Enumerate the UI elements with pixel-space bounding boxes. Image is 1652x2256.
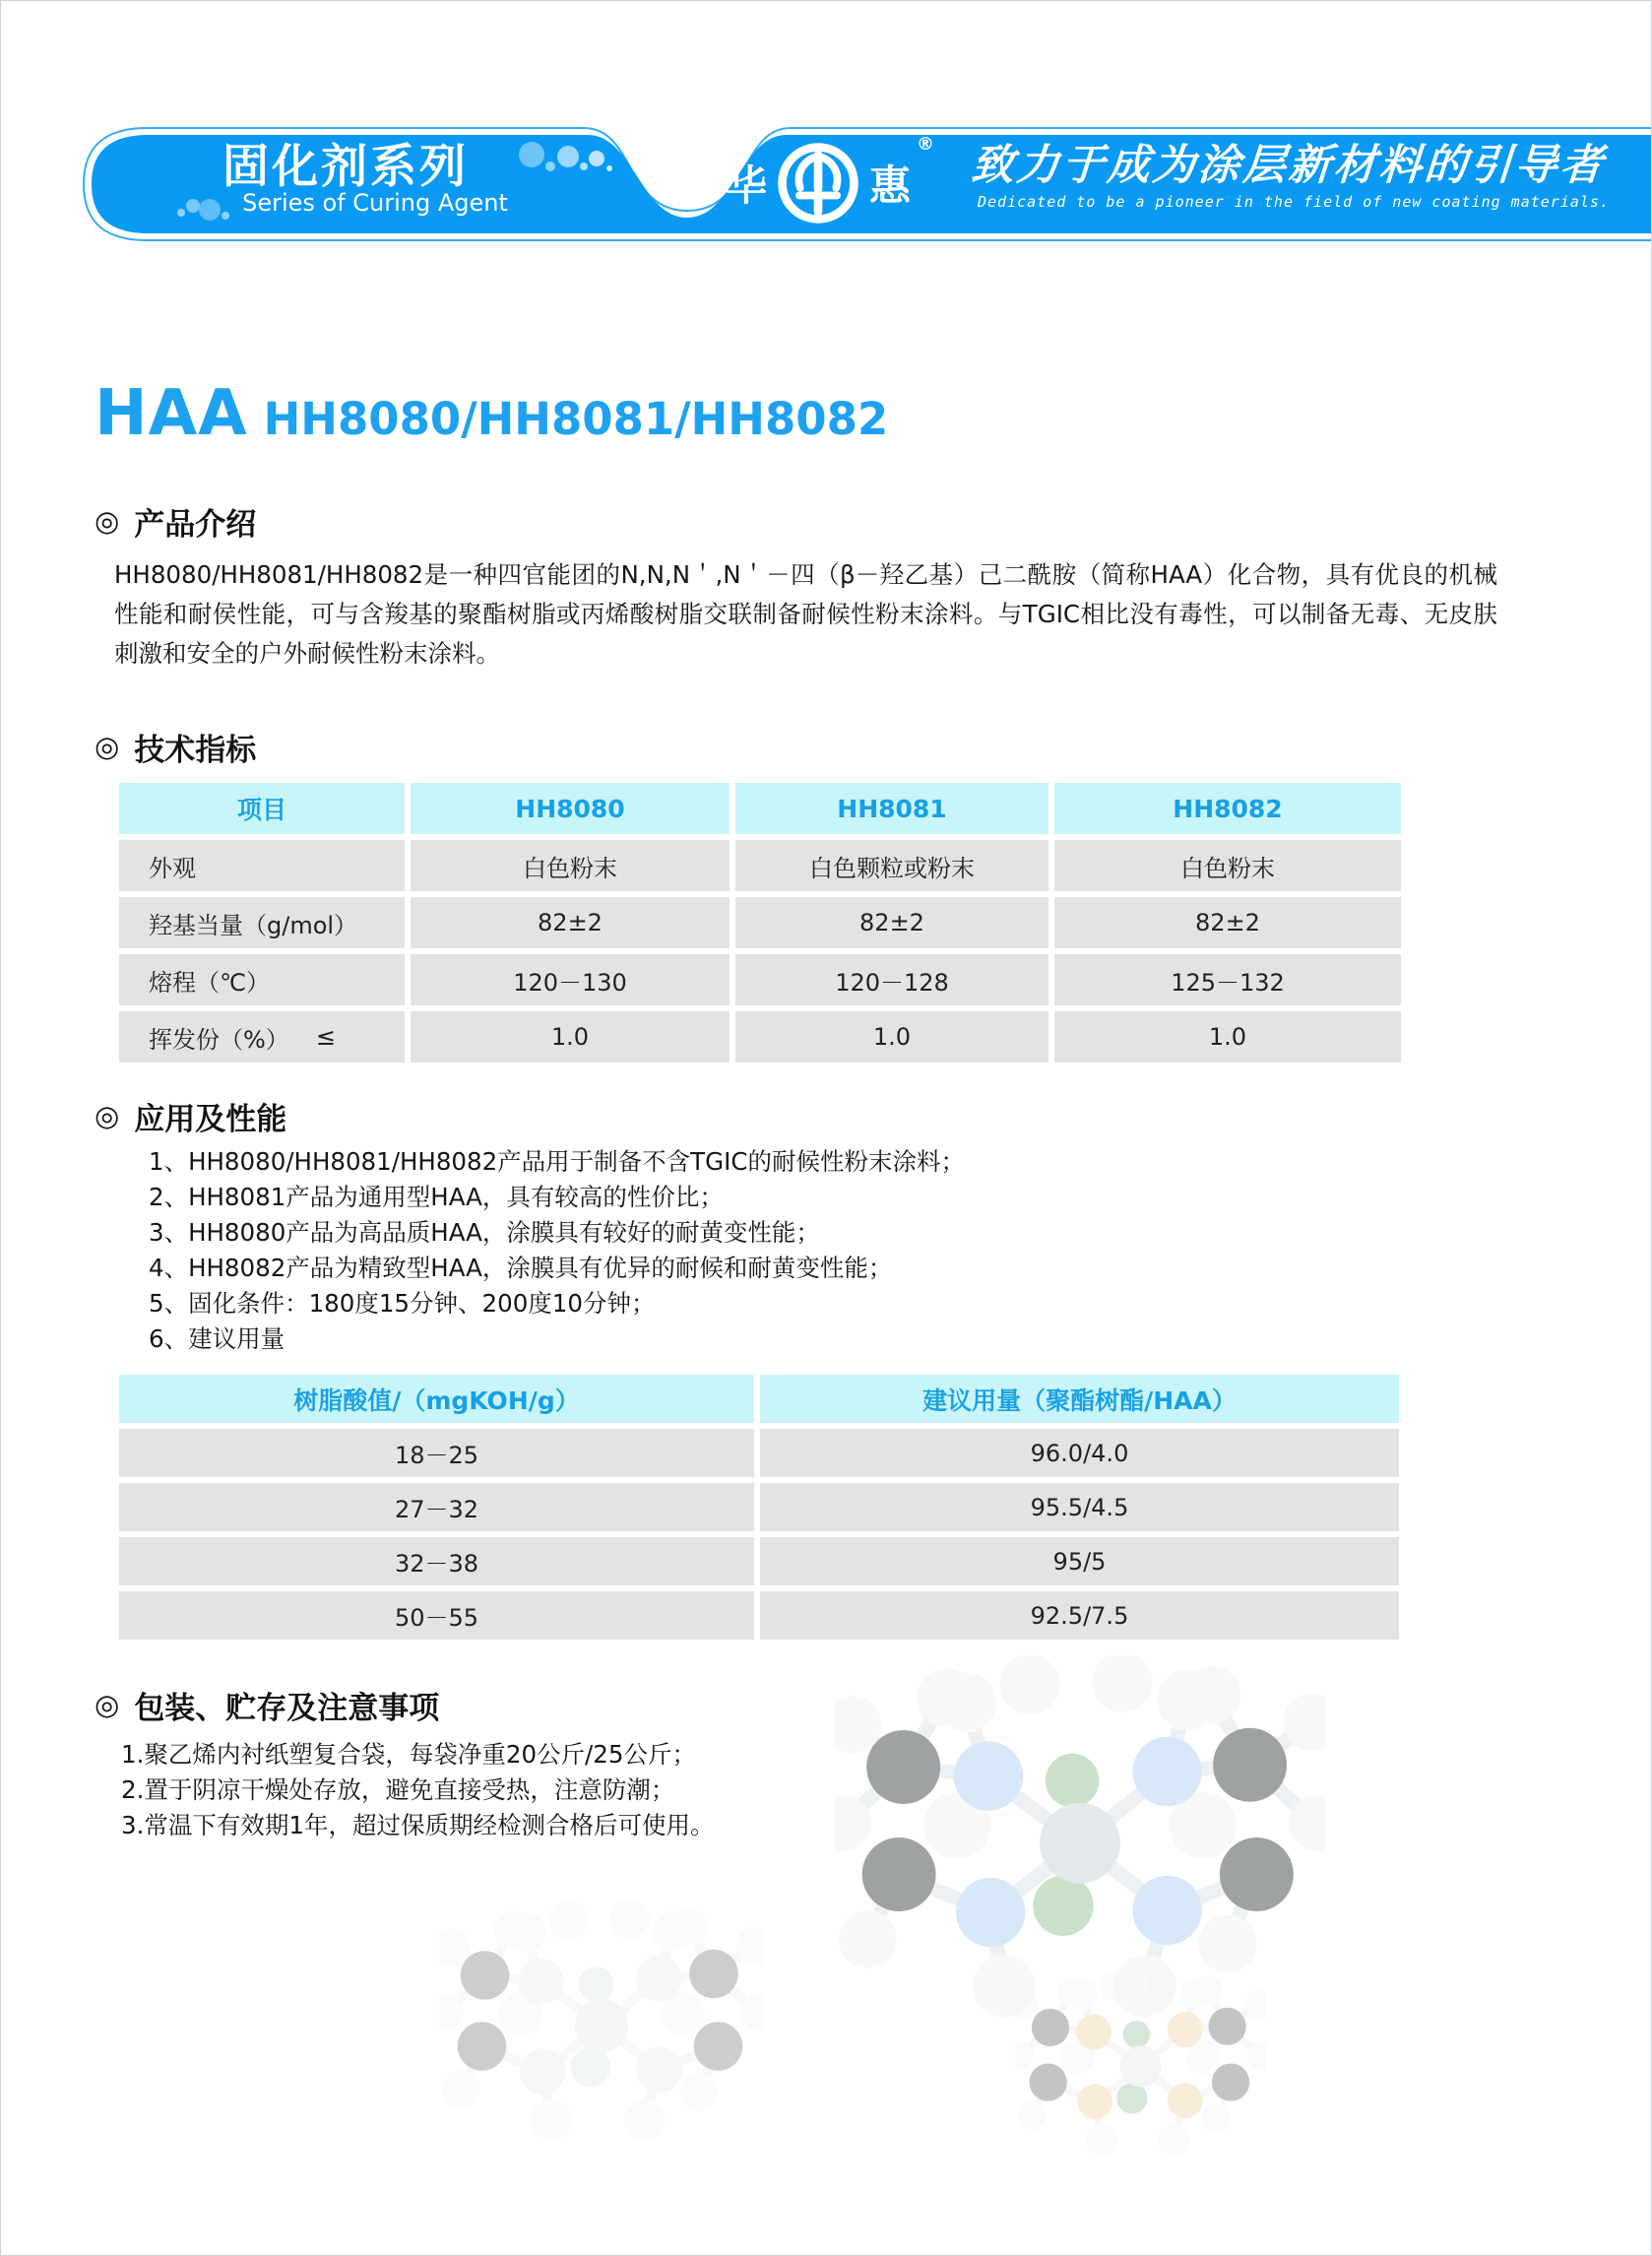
dosage-cell: 18－25 xyxy=(119,1429,754,1477)
section-bullet-icon: ◎ xyxy=(95,1099,120,1132)
logo-emblem-icon xyxy=(771,136,865,230)
specs-cell: 1.0 xyxy=(411,1011,730,1063)
list-item: 5、固化条件：180度15分钟、200度10分钟； xyxy=(149,1289,656,1318)
list-item: 2、HH8081产品为通用型HAA，具有较高的性价比； xyxy=(149,1183,724,1211)
specs-cell: 125－132 xyxy=(1054,954,1401,1005)
list-item: 3.常温下有效期1年，超过保质期经检测合格后可使用。 xyxy=(121,1811,715,1839)
series-title: 固化剂系列 xyxy=(222,140,469,194)
specs-cell: 1.0 xyxy=(735,1011,1048,1063)
section-bullet-icon: ◎ xyxy=(95,730,120,763)
row-label-text: 挥发份（%） xyxy=(149,1025,289,1054)
dosage-cell: 50－55 xyxy=(119,1591,754,1640)
specs-cell: 1.0 xyxy=(1054,1011,1401,1063)
specs-table xyxy=(119,783,1651,1063)
list-item: 2.置于阴凉干燥处存放，避免直接受热，注意防潮； xyxy=(121,1775,675,1804)
list-item: 6、建议用量 xyxy=(149,1324,286,1353)
slogan-english: Dedicated to be a pioneer in the field of new coating materials. xyxy=(978,193,1610,211)
specs-header-hh8081: HH8081 xyxy=(735,783,1048,834)
specs-cell: 120－128 xyxy=(735,954,1048,1005)
slogan: 致力于成为涂层新材料的引导者 xyxy=(970,141,1608,190)
section-bullet-icon: ◎ xyxy=(95,504,120,538)
specs-cell: 120－130 xyxy=(411,954,730,1005)
dosage-header-acid-value: 树脂酸值/（mgKOH/g） xyxy=(119,1375,754,1423)
dosage-cell: 27－32 xyxy=(119,1483,754,1531)
row-label-text: 羟基当量（g/mol） xyxy=(149,911,358,939)
product-name: HAA xyxy=(95,377,248,450)
specs-row-label xyxy=(119,954,405,1005)
less-than-equal-sign: ≤ xyxy=(315,1023,336,1051)
specs-header-hh8080: HH8080 xyxy=(411,783,730,834)
list-item: 1.聚乙烯内衬纸塑复合袋，每袋净重20公斤/25公斤； xyxy=(121,1740,696,1769)
row-label-text: 外观 xyxy=(149,854,196,882)
specs-cell: 白色粉末 xyxy=(1054,840,1401,891)
specs-row-label xyxy=(119,897,405,948)
section-heading-text: 产品介绍 xyxy=(134,507,257,543)
dosage-table xyxy=(119,1375,1651,1640)
section-heading-text: 包装、贮存及注意事项 xyxy=(134,1691,440,1726)
section-heading-text: 技术指标 xyxy=(134,733,257,768)
dosage-cell: 95.5/4.5 xyxy=(760,1483,1399,1531)
section-bullet-icon: ◎ xyxy=(95,1688,120,1721)
huahui-logo xyxy=(726,134,934,230)
section-heading-text: 应用及性能 xyxy=(134,1102,287,1137)
logo-text-left: 华 xyxy=(726,161,768,210)
specs-cell: 白色粉末 xyxy=(411,840,730,891)
section-heading-intro xyxy=(95,499,1651,544)
application-list xyxy=(149,1148,1651,1353)
specs-cell: 82±2 xyxy=(735,897,1048,948)
section-heading-specs xyxy=(95,725,1651,769)
registered-mark: ® xyxy=(917,134,934,155)
specs-cell: 白色颗粒或粉末 xyxy=(735,840,1048,891)
specs-cell: 82±2 xyxy=(1054,897,1401,948)
dosage-cell: 95/5 xyxy=(760,1537,1399,1585)
row-label-text: 熔程（℃） xyxy=(149,968,270,997)
molecule-illustration-left xyxy=(439,1901,764,2153)
section-heading-application xyxy=(95,1094,1651,1138)
dosage-cell: 32－38 xyxy=(119,1537,754,1585)
header-banner xyxy=(1,124,1652,247)
dosage-header-ratio: 建议用量（聚酯树酯/HAA） xyxy=(760,1375,1399,1423)
list-item: 3、HH8080产品为高品质HAA，涂膜具有较好的耐黄变性能； xyxy=(149,1218,820,1247)
page-title xyxy=(95,377,1651,450)
logo-text-right: 惠 xyxy=(869,161,912,210)
dosage-cell: 96.0/4.0 xyxy=(760,1429,1399,1477)
intro-paragraph: HH8080/HH8081/HH8082是一种四官能团的N,N,N＇,N＇－四（β－羟乙基）己二酰胺（简称HAA）化合物，具有优良的机械性能和耐侯性能，可与含羧基的聚酯树脂或丙烯酸树脂交联制备耐候性粉末涂料。与TGIC相比没有毒性，可以制备无毒、无皮肤刺激和安全的户外耐候性粉末涂料。 xyxy=(114,560,1497,668)
dosage-cell: 92.5/7.5 xyxy=(760,1591,1399,1640)
specs-cell: 82±2 xyxy=(411,897,730,948)
molecule-dots-icon xyxy=(518,140,626,181)
specs-row-label xyxy=(119,840,405,891)
list-item: 4、HH8082产品为精致型HAA，涂膜具有优异的耐候和耐黄变性能； xyxy=(149,1254,893,1282)
model-numbers: HH8080/HH8081/HH8082 xyxy=(263,393,889,445)
specs-header-hh8082: HH8082 xyxy=(1054,783,1401,834)
series-subtitle: Series of Curing Agent xyxy=(242,189,508,217)
molecule-illustration-right xyxy=(1015,1970,1266,2164)
list-item: 1、HH8080/HH8081/HH8082产品用于制备不含TGIC的耐候性粉末涂料； xyxy=(149,1147,965,1176)
specs-row-label xyxy=(119,1011,405,1063)
specs-header-item: 项目 xyxy=(119,783,405,834)
